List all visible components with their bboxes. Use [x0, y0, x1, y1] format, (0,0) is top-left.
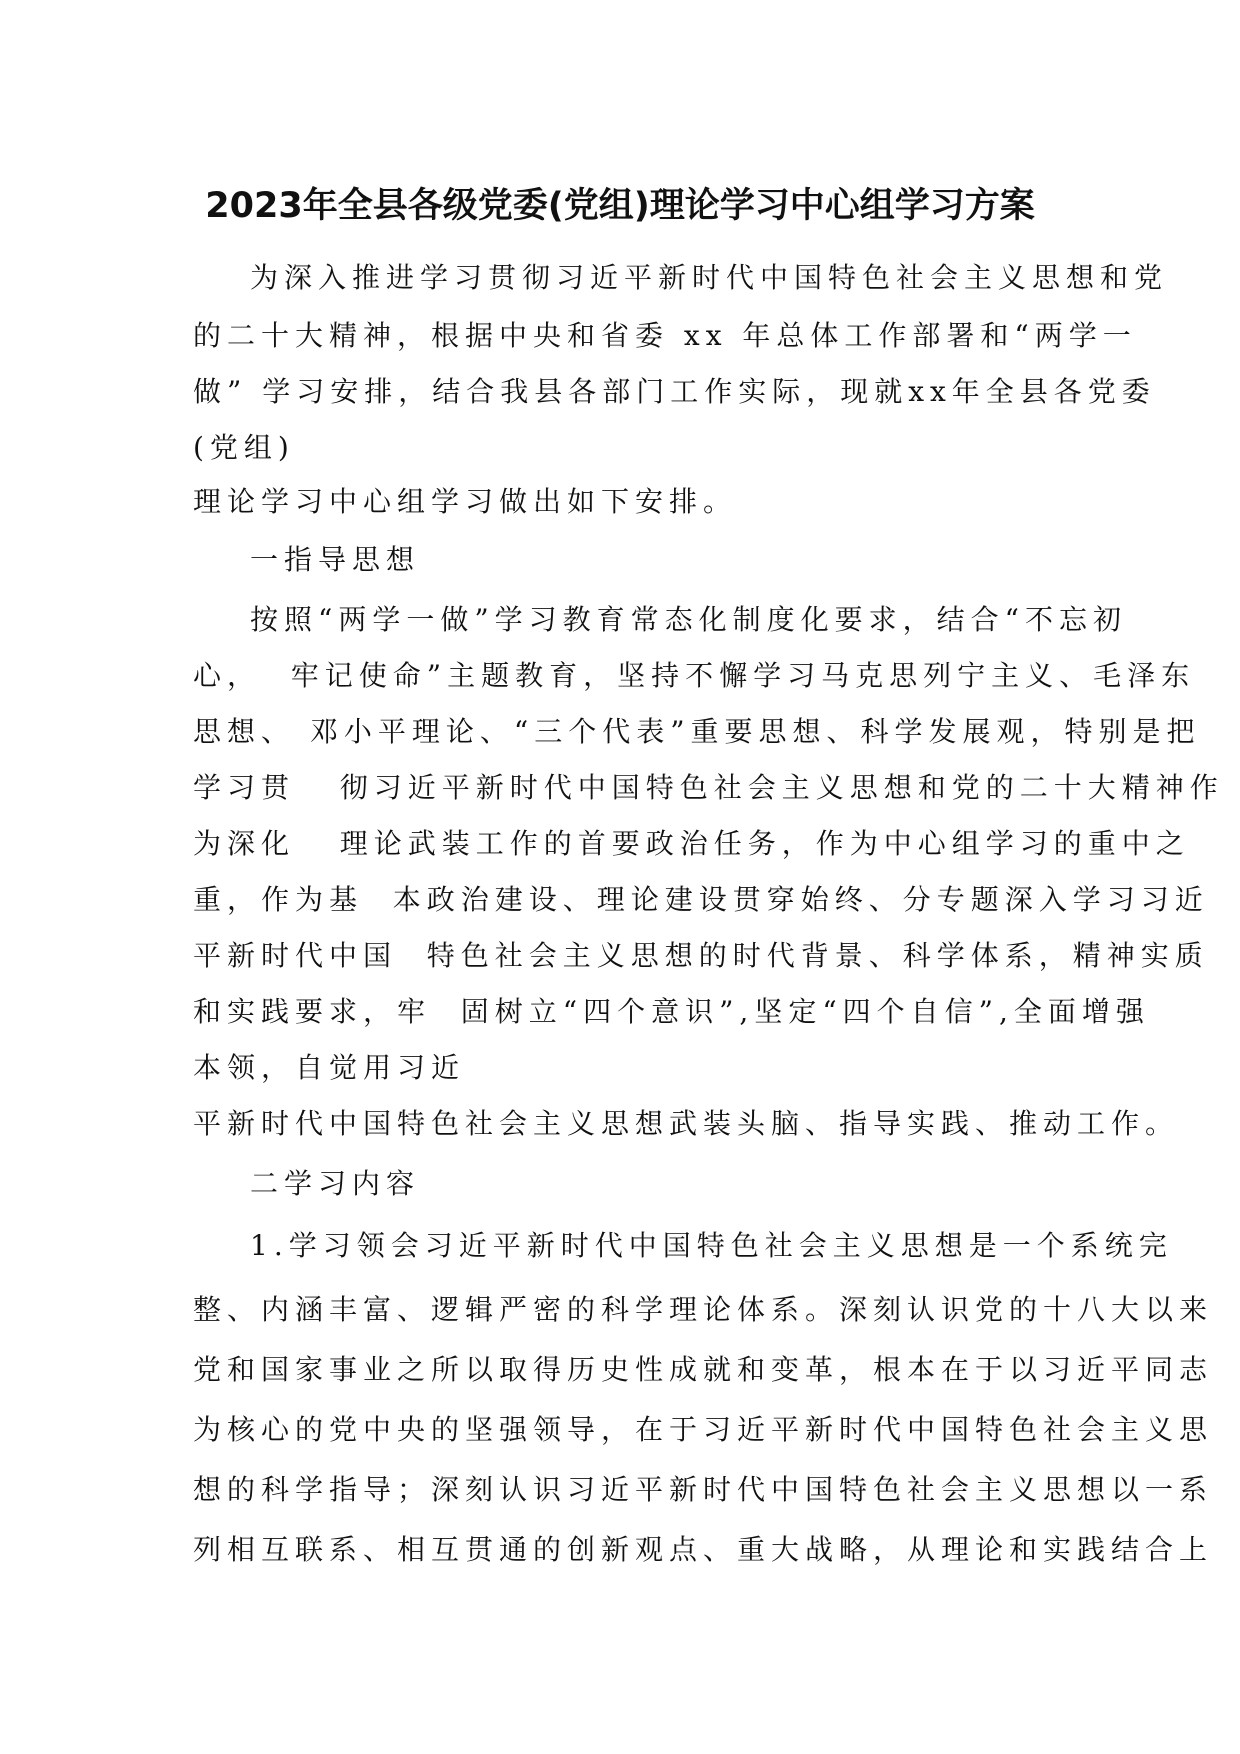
paragraph-line: 按照“两学一做”学习教育常态化制度化要求，结合“不忘初	[250, 603, 1127, 636]
document-title: 2023年全县各级党委(党组)理论学习中心组学习方案	[205, 186, 1035, 226]
paragraph-line: 党和国家事业之所以取得历史性成就和变革，根本在于以习近平同志	[193, 1353, 1214, 1386]
paragraph-line: 做” 学习安排，结合我县各部门工作实际，现就xx年全县各党委	[193, 375, 1156, 408]
paragraph-line: 想的科学指导；深刻认识习近平新时代中国特色社会主义思想以一系	[193, 1473, 1214, 1506]
paragraph-line: 1.学习领会习近平新时代中国特色社会主义思想是一个系统完	[250, 1229, 1173, 1262]
paragraph-line: 思想、 邓小平理论、“三个代表”重要思想、科学发展观，特别是把	[193, 715, 1201, 748]
paragraph-line: 平新时代中国特色社会主义思想武装头脑、指导实践、推动工作。	[193, 1107, 1180, 1140]
paragraph-line: 心， 牢记使命”主题教育，坚持不懈学习马克思列宁主义、毛泽东	[193, 659, 1196, 692]
paragraph-line: 的二十大精神，根据中央和省委 xx 年总体工作部署和“两学一	[193, 319, 1137, 352]
section-heading-study-content: 二学习内容	[250, 1167, 421, 1200]
paragraph-line: 理论学习中心组学习做出如下安排。	[193, 485, 738, 518]
paragraph-line: 学习贯 彻习近平新时代中国特色社会主义思想和党的二十大精神作	[193, 771, 1224, 804]
paragraph-line: 为深入推进学习贯彻习近平新时代中国特色社会主义思想和党	[250, 261, 1169, 294]
paragraph-line: 为深化 理论武装工作的首要政治任务，作为中心组学习的重中之	[193, 827, 1190, 860]
paragraph-line: (党组)	[193, 431, 295, 464]
paragraph-line: 平新时代中国 特色社会主义思想的时代背景、科学体系，精神实质	[193, 939, 1209, 972]
paragraph-line: 为核心的党中央的坚强领导，在于习近平新时代中国特色社会主义思	[193, 1413, 1214, 1446]
paragraph-line: 本领，自觉用习近	[193, 1051, 466, 1084]
paragraph-line: 列相互联系、相互贯通的创新观点、重大战略，从理论和实践结合上	[193, 1533, 1214, 1566]
paragraph-line: 和实践要求，牢 固树立“四个意识”,坚定“四个自信”,全面增强	[193, 995, 1150, 1028]
paragraph-line: 重，作为基 本政治建设、理论建设贯穿始终、分专题深入学习习近	[193, 883, 1209, 916]
paragraph-line: 整、内涵丰富、逻辑严密的科学理论体系。深刻认识党的十八大以来	[193, 1293, 1214, 1326]
section-heading-guiding-thought: 一指导思想	[250, 543, 421, 576]
